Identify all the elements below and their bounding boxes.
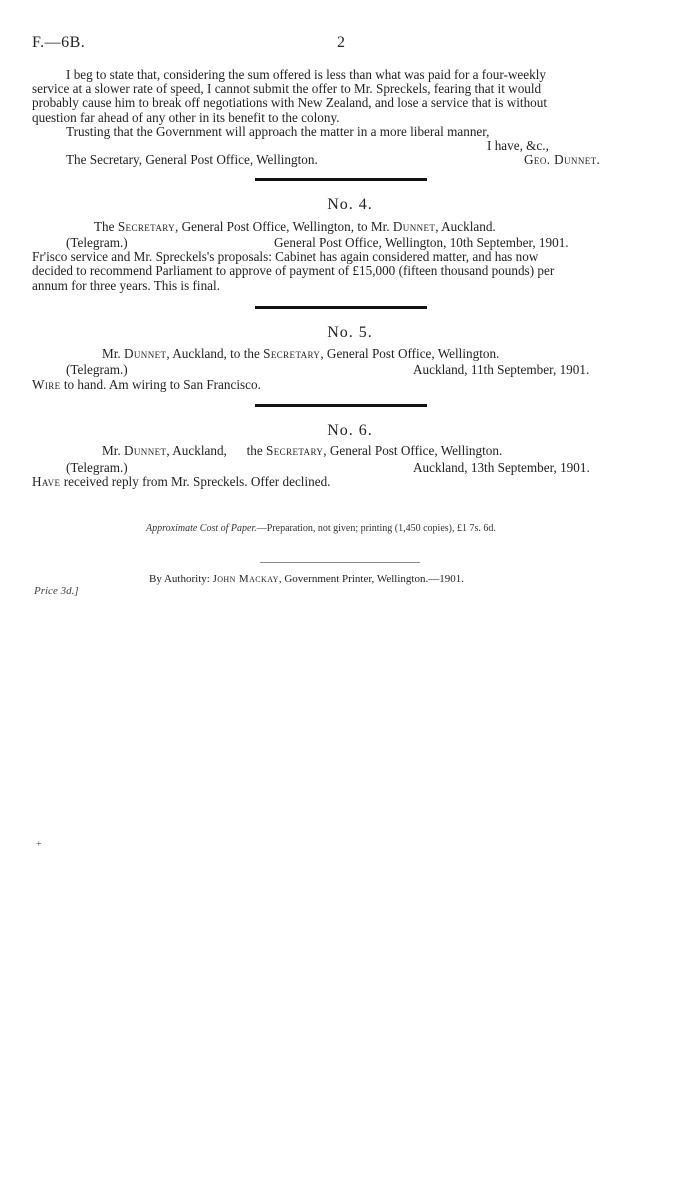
- section-heading-no-5: No. 5.: [327, 324, 373, 341]
- price-note: Price 3d.]: [34, 585, 79, 597]
- section-divider: [255, 404, 427, 407]
- no4-type: (Telegram.): [66, 235, 128, 250]
- no4-body-line: Fr'isco service and Mr. Spreckels's proposals: Cabinet has again considered matter, and has now: [32, 249, 539, 264]
- letter-addressee: The Secretary, General Post Office, Wellington.: [66, 152, 318, 167]
- letter-line: I beg to state that, considering the sum offered is less than what was paid for a four-weekly: [66, 67, 546, 82]
- no5-from-line: Mr. Dunnet, Auckland, to the Secretary, General Post Office, Wellington.: [102, 346, 500, 361]
- letter-line: probably cause him to break off negotiations with New Zealand, and lose a service that is without: [32, 95, 548, 110]
- letter-line: service at a slower rate of speed, I cannot submit the offer to Mr. Spreckels, fearing that it would: [32, 81, 542, 96]
- footer-rule: [260, 562, 420, 563]
- cost-note: Approximate Cost of Paper.—Preparation, not given; printing (1,450 copies), £1 7s. 6d.: [146, 523, 496, 534]
- no6-type: (Telegram.): [66, 460, 128, 475]
- page-number: 2: [337, 34, 345, 51]
- printer-authority: By Authority: John Mackay, Government Printer, Wellington.—1901.: [149, 573, 464, 585]
- section-heading-no-4: No. 4.: [327, 196, 373, 213]
- no4-dateline: General Post Office, Wellington, 10th September, 1901.: [274, 235, 569, 250]
- section-heading-no-6: No. 6.: [327, 422, 373, 439]
- no5-body: Wire to hand. Am wiring to San Francisco.: [32, 377, 261, 392]
- page-ref: F.—6B.: [32, 34, 86, 51]
- no6-from-line: Mr. Dunnet, Auckland, the Secretary, General Post Office, Wellington.: [102, 443, 503, 458]
- letter-line: question far ahead of any other in its benefit to the colony.: [32, 110, 340, 125]
- section-divider: [255, 178, 427, 181]
- no5-type: (Telegram.): [66, 362, 128, 377]
- letter-closing: I have, &c.,: [487, 138, 549, 153]
- section-divider: [255, 306, 427, 309]
- letter-signature: Geo. Dunnet.: [524, 152, 601, 167]
- no4-body-line: decided to recommend Parliament to approve of payment of £15,000 (fifteen thousand pounds) per: [32, 263, 555, 278]
- scan-mark: +: [36, 839, 42, 850]
- no4-body-line: annum for three years. This is final.: [32, 278, 220, 293]
- letter-paragraph-2: Trusting that the Government will approach the matter in a more liberal manner,: [66, 124, 490, 139]
- no6-dateline: Auckland, 13th September, 1901.: [413, 460, 590, 475]
- no6-body: Have received reply from Mr. Spreckels. Offer declined.: [32, 474, 331, 489]
- no5-dateline: Auckland, 11th September, 1901.: [413, 362, 590, 377]
- no4-from-line: The Secretary, General Post Office, Wellington, to Mr. Dunnet, Auckland.: [94, 219, 496, 234]
